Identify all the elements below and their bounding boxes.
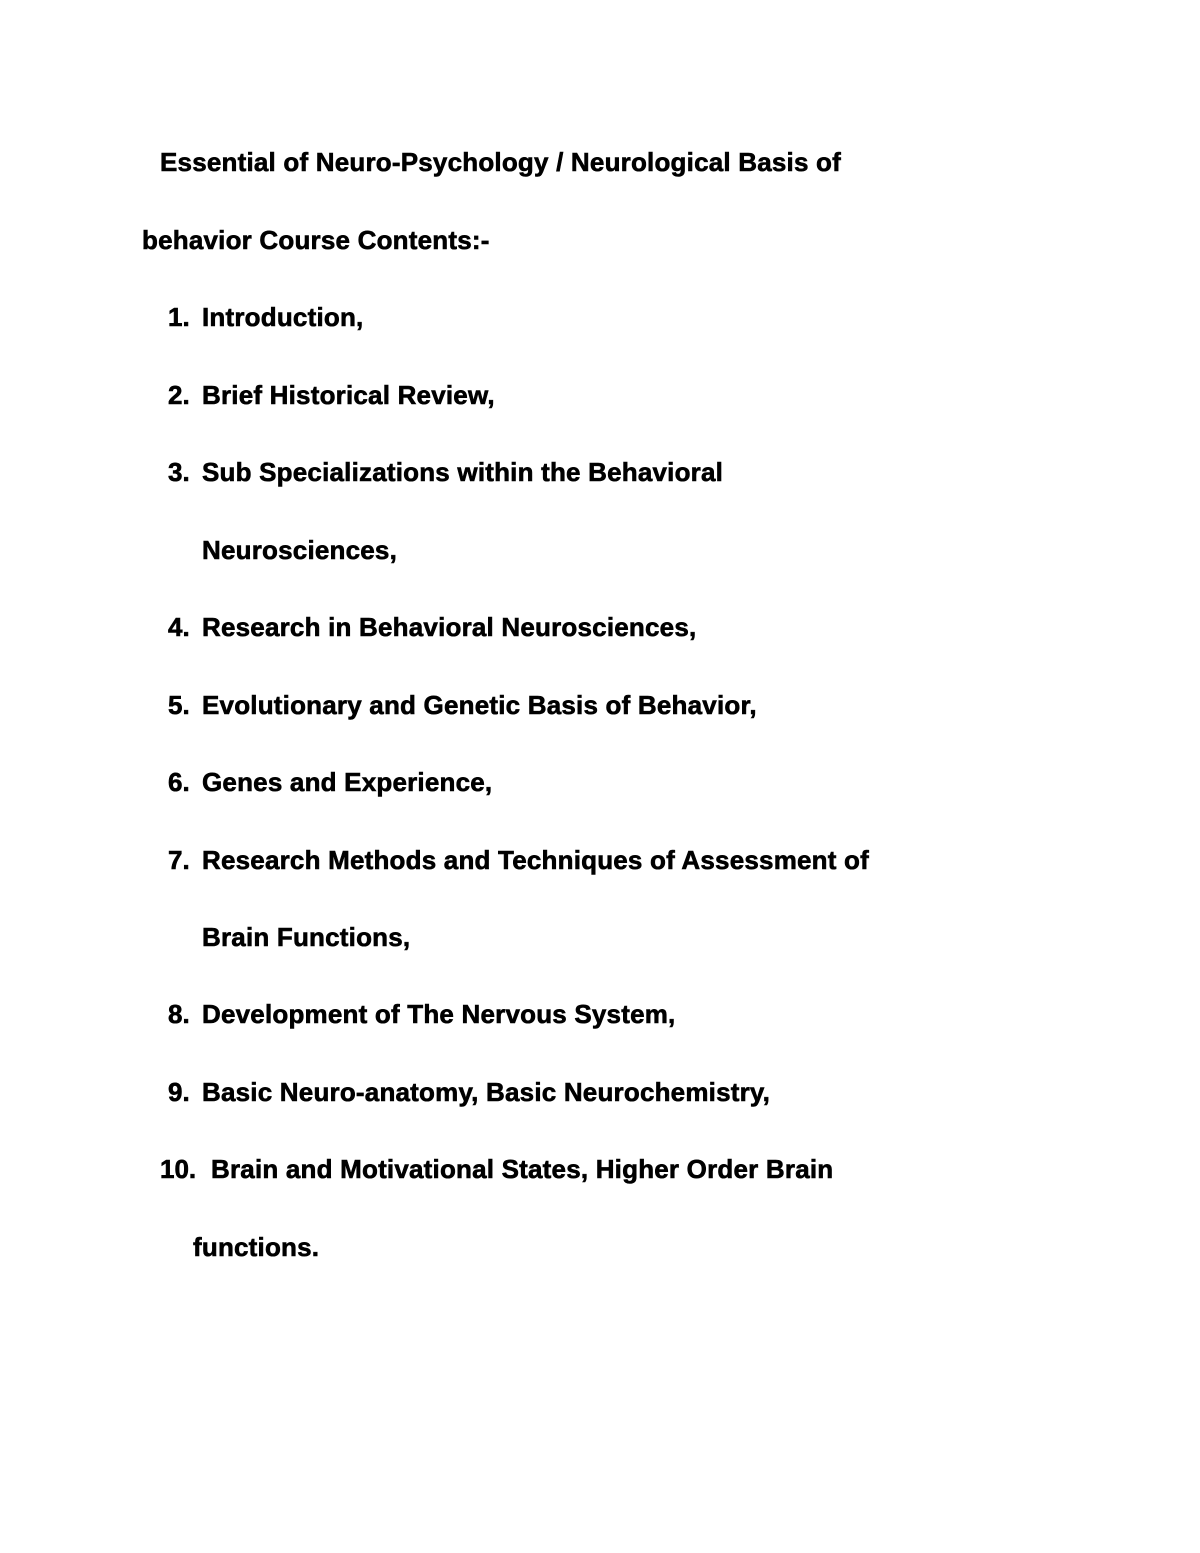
list-item-number: 5.: [168, 690, 190, 720]
list-item-number: 7.: [168, 845, 190, 875]
list-item-number: 2.: [168, 380, 190, 410]
list-item-number: 10.: [160, 1154, 197, 1184]
list-item-text: Genes and Experience,: [202, 767, 493, 797]
list-item-text: Introduction,: [202, 302, 364, 332]
list-item-text-continuation: Neurosciences,: [202, 535, 398, 565]
list-item-text: Brief Historical Review,: [202, 380, 495, 410]
list-item-number: 3.: [168, 457, 190, 487]
list-item-number: 9.: [168, 1077, 190, 1107]
list-item-text-continuation: Brain Functions,: [202, 922, 411, 952]
document-title-line-1: Essential of Neuro-Psychology / Neurological Basis of: [160, 147, 841, 177]
list-item-text: Basic Neuro-anatomy, Basic Neurochemistry,: [202, 1077, 771, 1107]
document-title-line-2: behavior Course Contents:-: [142, 225, 490, 255]
list-item-number: 4.: [168, 612, 190, 642]
list-item-text: Development of The Nervous System,: [202, 999, 676, 1029]
list-item-text: Sub Specializations within the Behavioral: [202, 457, 724, 487]
list-item-text: Evolutionary and Genetic Basis of Behavior,: [202, 690, 757, 720]
list-item-text: Brain and Motivational States, Higher Order Brain: [211, 1154, 834, 1184]
list-item-text-continuation: functions.: [193, 1232, 320, 1262]
list-item-text: Research Methods and Techniques of Assessment of: [202, 845, 869, 875]
list-item-text: Research in Behavioral Neurosciences,: [202, 612, 697, 642]
list-item-number: 8.: [168, 999, 190, 1029]
list-item-number: 1.: [168, 302, 190, 332]
list-item-number: 6.: [168, 767, 190, 797]
